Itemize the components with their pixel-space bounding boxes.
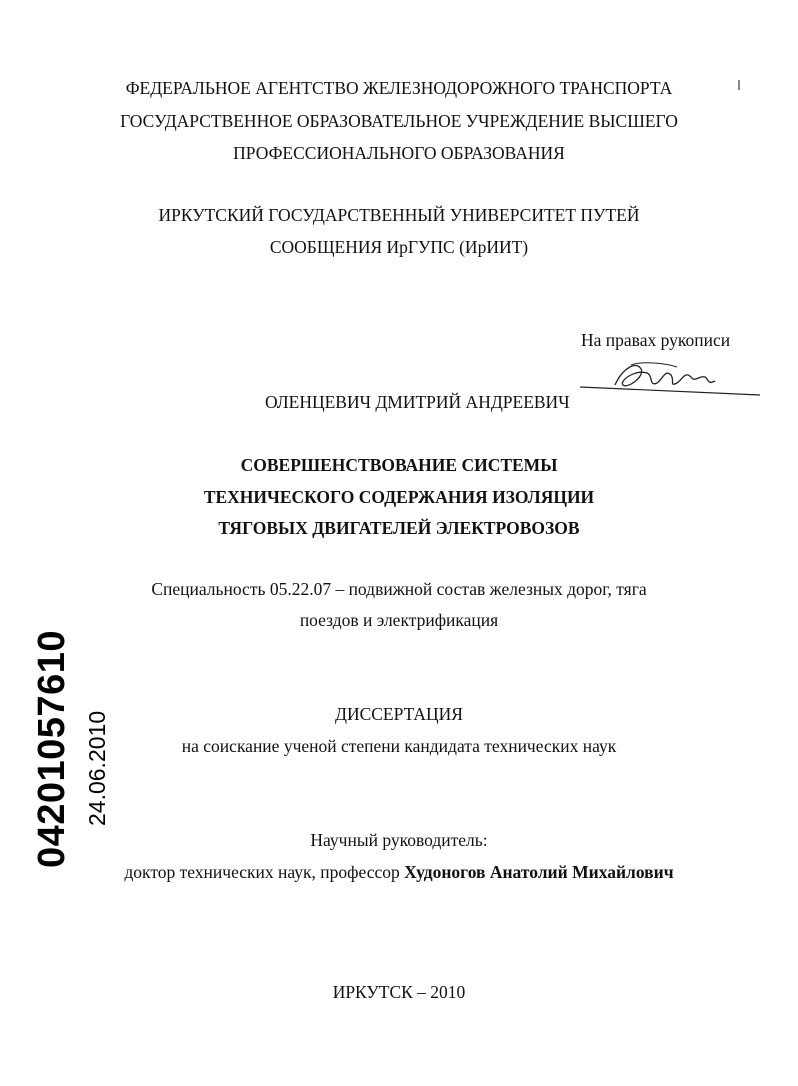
specialty-line-1: Специальность 05.22.07 – подвижной состав железных дорог, тяга	[151, 579, 647, 599]
stamp-id: 04201057610	[31, 630, 73, 868]
supervisor-line	[0, 861, 798, 883]
title-line-2: ТЕХНИЧЕСКОГО СОДЕРЖАНИЯ ИЗОЛЯЦИИ	[203, 487, 595, 507]
university-line-2: СООБЩЕНИЯ ИрГУПС (ИрИИТ)	[269, 237, 529, 257]
title-line-1: СОВЕРШЕНСТВОВАНИЕ СИСТЕМЫ	[240, 455, 558, 475]
supervisor-label: Научный руководитель:	[310, 830, 488, 850]
title-line-3: ТЯГОВЫХ ДВИГАТЕЛЕЙ ЭЛЕКТРОВОЗОВ	[218, 518, 580, 538]
supervisor-name: Худоногов Анатолий Михайлович	[404, 862, 674, 882]
specialty-line-2: поездов и электрификация	[299, 610, 499, 630]
library-stamp	[20, 628, 110, 868]
degree-line: на соискание ученой степени кандидата технических наук	[181, 736, 617, 756]
agency-line: ФЕДЕРАЛЬНОЕ АГЕНТСТВО ЖЕЛЕЗНОДОРОЖНОГО ТРАНСПОРТА	[125, 78, 673, 98]
university-line-1: ИРКУТСКИЙ ГОСУДАРСТВЕННЫЙ УНИВЕРСИТЕТ ПУТЕЙ	[158, 205, 640, 225]
stamp-date: 24.06.2010	[84, 710, 110, 826]
author-name: ОЛЕНЦЕВИЧ ДМИТРИЙ АНДРЕЕВИЧ	[265, 392, 570, 412]
place-year: ИРКУТСК – 2010	[332, 982, 466, 1002]
supervisor-credentials: доктор технических наук, профессор	[124, 862, 400, 882]
dissertation-heading: ДИССЕРТАЦИЯ	[335, 704, 463, 724]
institution-line-2: ПРОФЕССИОНАЛЬНОГО ОБРАЗОВАНИЯ	[233, 143, 565, 163]
manuscript-note: На правах рукописи	[581, 330, 731, 350]
institution-line-1: ГОСУДАРСТВЕННОЕ ОБРАЗОВАТЕЛЬНОЕ УЧРЕЖДЕНИЕ ВЫСШЕГО	[120, 111, 678, 131]
author-signature	[575, 355, 765, 410]
